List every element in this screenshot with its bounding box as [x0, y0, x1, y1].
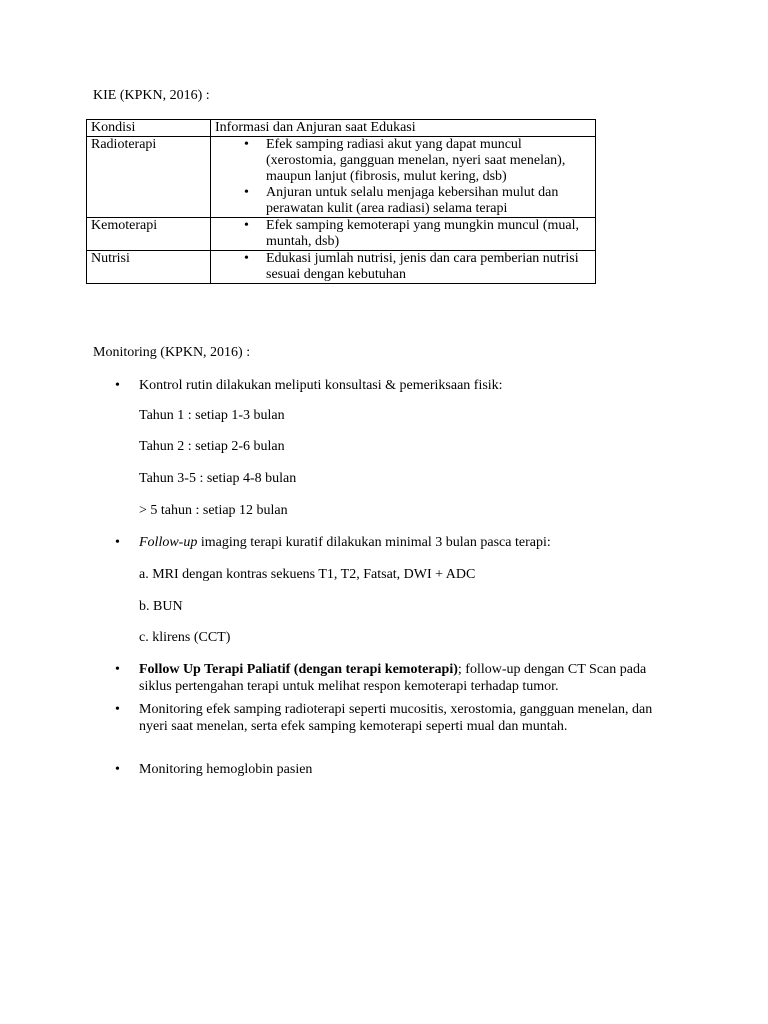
schedule-item: Tahun 3-5 : setiap 4-8 bulan: [139, 471, 297, 486]
header-kondisi: Kondisi: [87, 120, 211, 137]
row-kondisi: Radioterapi: [87, 137, 211, 218]
row-info: [211, 218, 596, 251]
efek-text: Monitoring efek samping radioterapi seperti mucositis, xerostomia, gangguan menelan, dan nyeri saat menelan, serta efek samping kemoterapi seperti mual dan muntah.: [139, 702, 653, 734]
row-kondisi: Nutrisi: [87, 251, 211, 284]
list-item: • Efek samping radiasi akut yang dapat muncul (xerostomia, gangguan menelan, nyeri saat menelan), maupun lanjut (fibrosis, mulut kering, dsb): [266, 137, 592, 185]
followup-item: a. MRI dengan kontras sekuens T1, T2, Fatsat, DWI + ADC: [139, 567, 476, 582]
bullet: •: [115, 662, 120, 677]
schedule-item: Tahun 2 : setiap 2-6 bulan: [139, 439, 285, 454]
bullet: •: [115, 535, 120, 550]
row-info: [211, 251, 596, 284]
schedule-item: Tahun 1 : setiap 1-3 bulan: [139, 408, 285, 423]
schedule-item: > 5 tahun : setiap 12 bulan: [139, 503, 288, 518]
paliatif-text: [139, 661, 679, 695]
bullet: •: [115, 378, 120, 393]
hemoglobin-text: Monitoring hemoglobin pasien: [139, 762, 313, 777]
table-row: [87, 251, 596, 284]
list-item: • Edukasi jumlah nutrisi, jenis dan cara pemberian nutrisi sesuai dengan kebutuhan: [266, 251, 592, 283]
followup-italic: Follow-up: [139, 535, 198, 550]
followup-item: c. klirens (CCT): [139, 630, 231, 645]
table-header-row: [87, 120, 596, 137]
paliatif-bold: Follow Up Terapi Paliatif (dengan terapi kemoterapi): [139, 662, 458, 677]
list-item: • Anjuran untuk selalu menjaga kebersihan mulut dan perawatan kulit (area radiasi) selama terapi: [266, 185, 592, 217]
paliatif-rest: ; follow-up dengan CT Scan pada siklus pertengahan terapi untuk melihat respon kemoterapi terhadap tumor.: [139, 662, 647, 694]
header-informasi: Informasi dan Anjuran saat Edukasi: [211, 120, 596, 137]
monitoring-heading: Monitoring (KPKN, 2016) :: [93, 345, 251, 360]
followup-item: b. BUN: [139, 599, 183, 614]
row-kondisi: Kemoterapi: [87, 218, 211, 251]
bullet: •: [115, 762, 120, 777]
kontrol-text: Kontrol rutin dilakukan meliputi konsultasi & pemeriksaan fisik:: [139, 378, 503, 393]
kie-heading: KIE (KPKN, 2016) :: [93, 88, 210, 103]
table-row: [87, 137, 596, 218]
row-info: [211, 137, 596, 218]
kie-table: [86, 119, 596, 284]
table-row: [87, 218, 596, 251]
followup-rest: imaging terapi kuratif dilakukan minimal 3 bulan pasca terapi:: [197, 535, 551, 550]
list-item: • Efek samping kemoterapi yang mungkin muncul (mual, muntah, dsb): [266, 218, 592, 250]
followup-text: [139, 534, 679, 551]
bullet: •: [115, 702, 120, 717]
